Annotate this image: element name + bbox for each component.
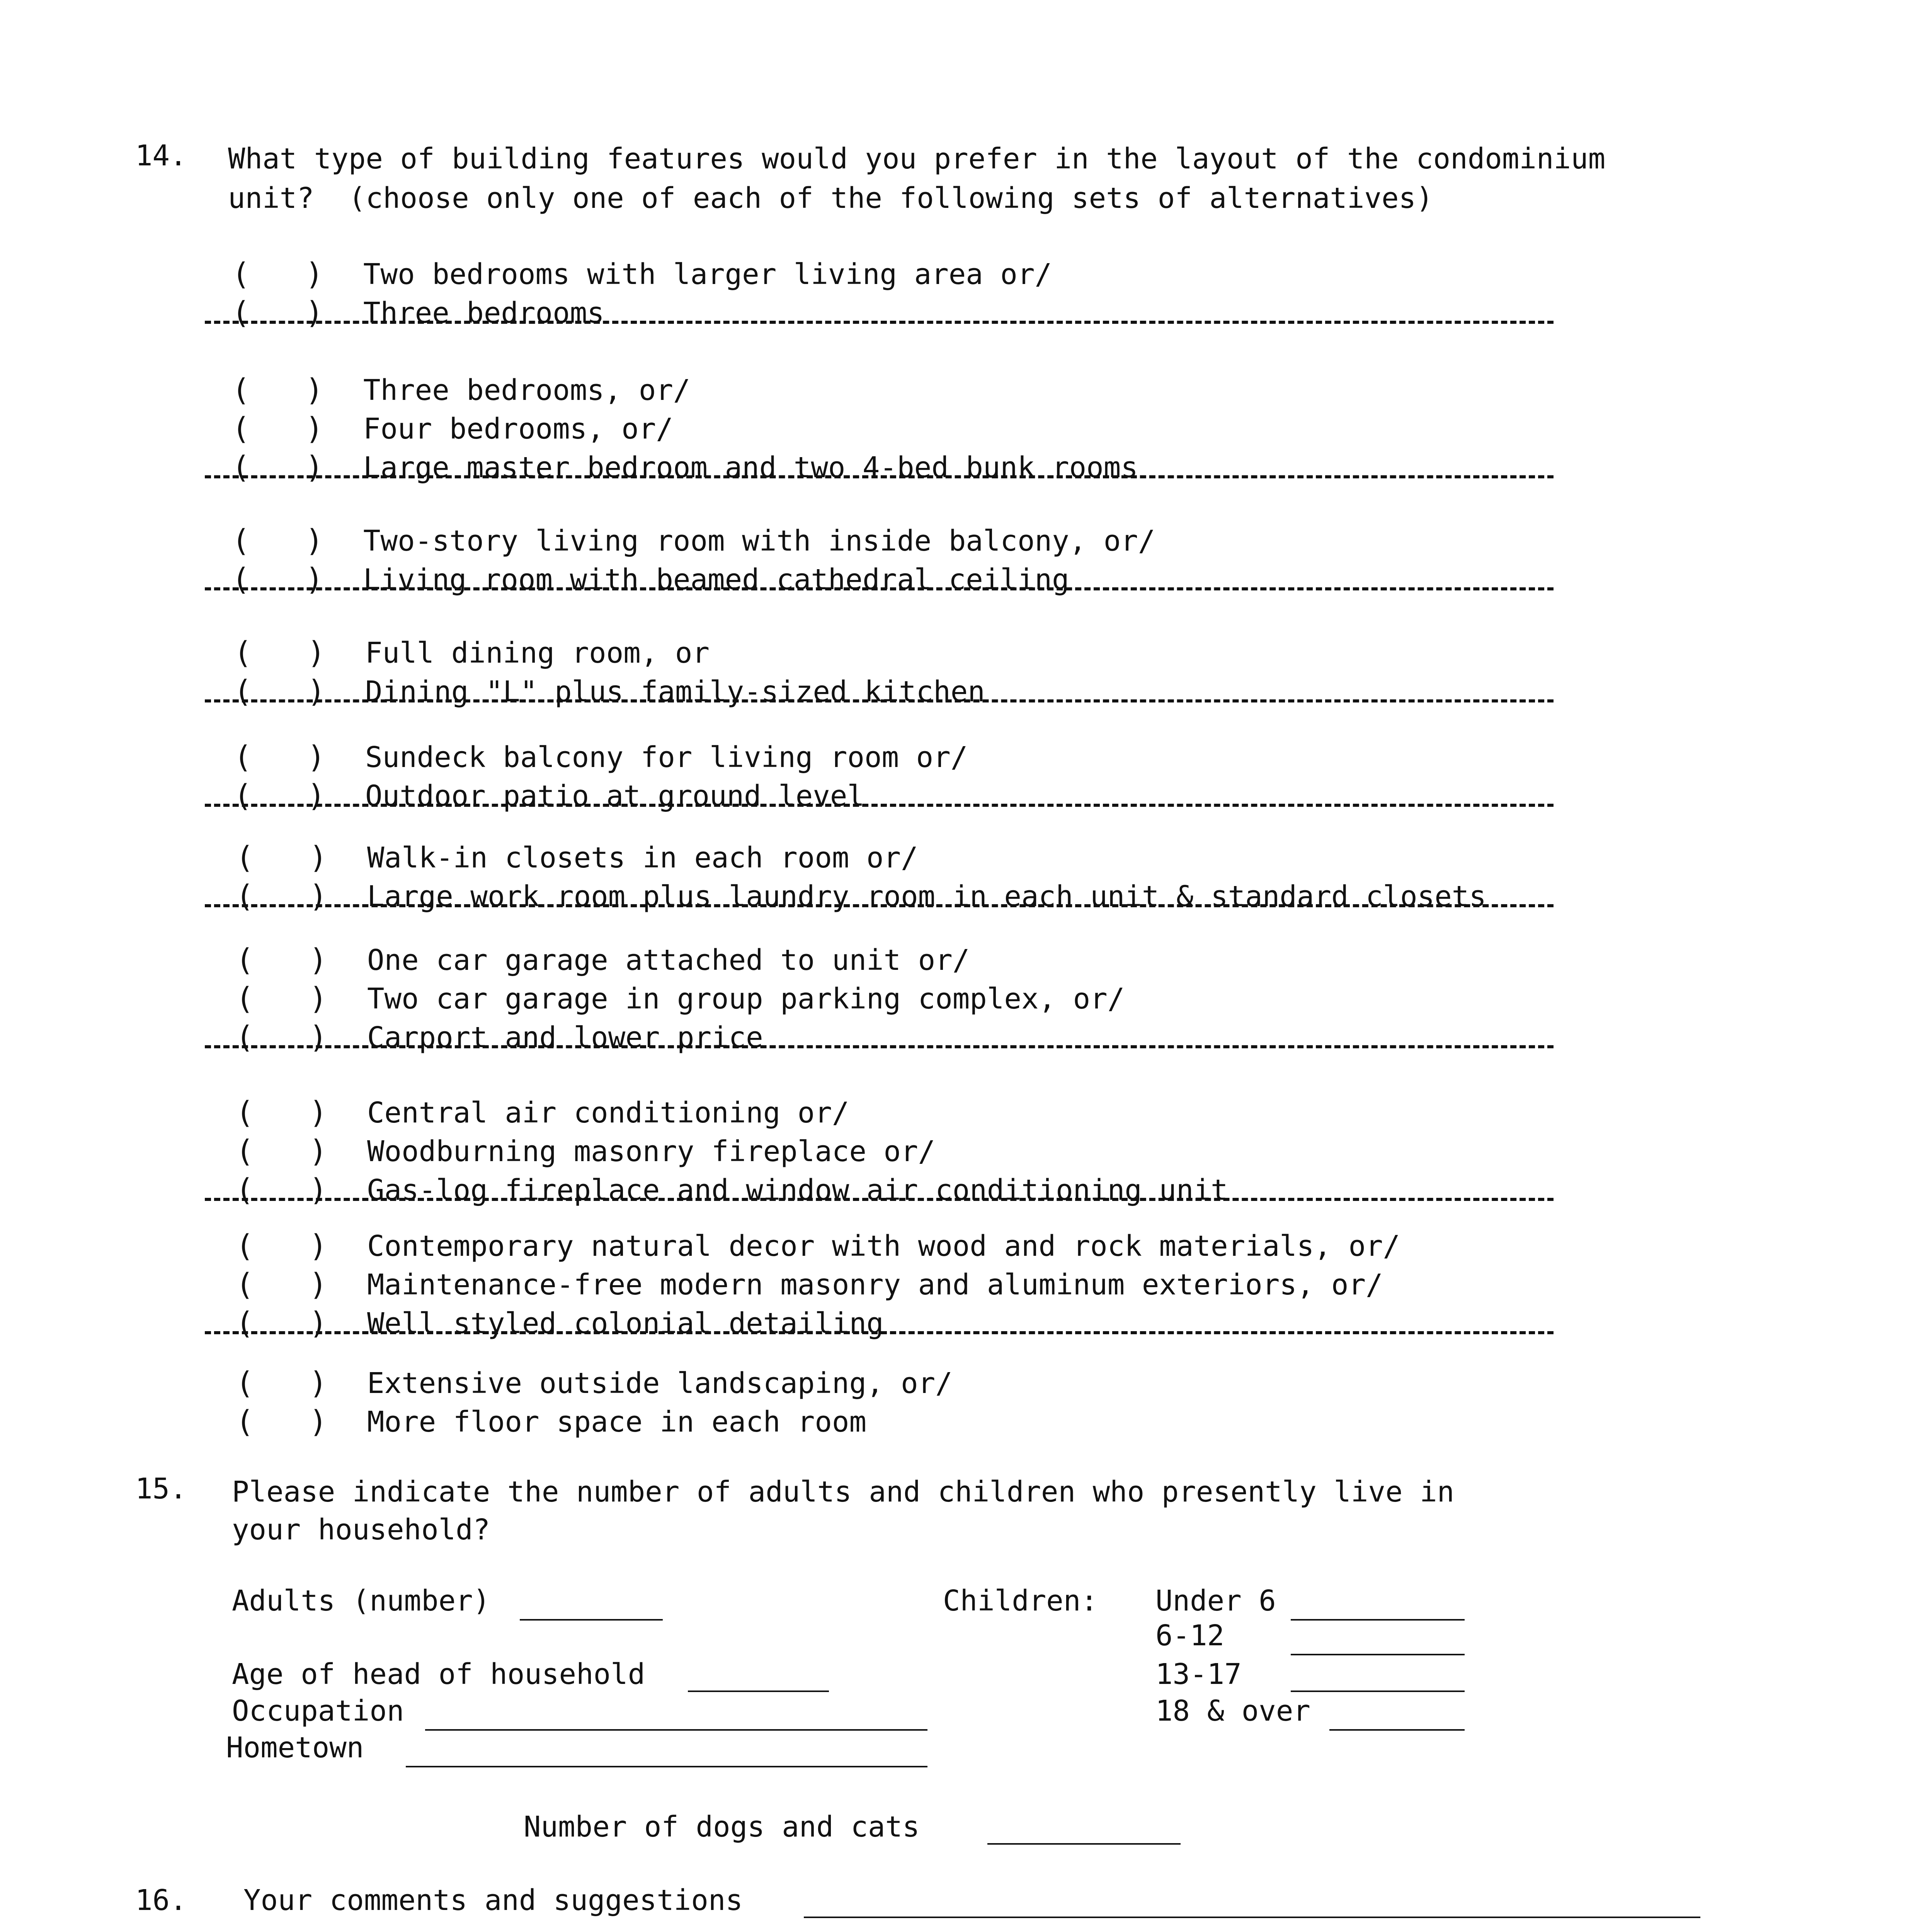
group-separator [205, 904, 1554, 907]
children-18-over-blank[interactable] [1329, 1729, 1465, 1731]
children-label: Children: [943, 1584, 1098, 1617]
age-head-blank[interactable] [688, 1690, 829, 1692]
children-18-over-label: 18 & over [1155, 1694, 1310, 1728]
children-13-17-label: 13-17 [1155, 1658, 1242, 1691]
option-checkbox-close-paren[interactable]: ) [307, 779, 325, 813]
option-label: Sundeck balcony for living room or/ [365, 741, 968, 774]
group-separator [205, 587, 1554, 590]
question-15-text-line2: your household? [232, 1513, 490, 1546]
option-checkbox-open-paren[interactable]: ( [234, 740, 252, 775]
option-checkbox-open-paren[interactable]: ( [236, 879, 254, 914]
option-checkbox-close-paren[interactable]: ) [309, 1095, 327, 1130]
option-checkbox-open-paren[interactable]: ( [232, 373, 250, 408]
children-6-12-blank[interactable] [1291, 1654, 1465, 1655]
option-label: One car garage attached to unit or/ [367, 944, 970, 977]
adults-label: Adults (number) [232, 1584, 490, 1617]
option-label: Contemporary natural decor with wood and rock materials, or/ [367, 1230, 1400, 1263]
option-checkbox-close-paren[interactable]: ) [309, 1306, 327, 1341]
option-checkbox-close-paren[interactable]: ) [309, 1173, 327, 1208]
option-label: Well styled colonial detailing [367, 1307, 884, 1340]
option-checkbox-close-paren[interactable]: ) [305, 296, 323, 330]
children-under6-label: Under 6 [1155, 1584, 1276, 1617]
question-14-number: 14. [135, 139, 187, 172]
option-label: Gas-log fireplace and window air conditioning unit [367, 1173, 1228, 1207]
option-checkbox-open-paren[interactable]: ( [232, 562, 250, 597]
option-checkbox-open-paren[interactable]: ( [236, 1366, 254, 1401]
option-checkbox-close-paren[interactable]: ) [309, 1020, 327, 1055]
option-checkbox-open-paren[interactable]: ( [236, 1020, 254, 1055]
option-label: Maintenance-free modern masonry and aluminum exteriors, or/ [367, 1268, 1383, 1301]
option-checkbox-open-paren[interactable]: ( [236, 1405, 254, 1439]
option-label: Two-story living room with inside balcony, or/ [363, 524, 1155, 558]
hometown-label: Hometown [226, 1731, 364, 1764]
hometown-blank[interactable] [406, 1766, 927, 1767]
option-label: Full dining room, or [365, 636, 710, 670]
option-checkbox-close-paren[interactable]: ) [309, 1405, 327, 1439]
option-checkbox-close-paren[interactable]: ) [309, 981, 327, 1016]
option-checkbox-open-paren[interactable]: ( [232, 450, 250, 485]
option-checkbox-close-paren[interactable]: ) [307, 636, 325, 670]
option-label: More floor space in each room [367, 1405, 867, 1439]
group-separator [205, 804, 1554, 807]
children-6-12-label: 6-12 [1155, 1619, 1225, 1652]
option-label: Living room with beamed cathedral ceiling [363, 563, 1069, 596]
option-checkbox-open-paren[interactable]: ( [234, 636, 252, 670]
group-separator [205, 699, 1554, 702]
children-13-17-blank[interactable] [1291, 1690, 1465, 1692]
pets-label: Number of dogs and cats [524, 1810, 920, 1844]
group-separator [205, 1331, 1554, 1334]
option-checkbox-open-paren[interactable]: ( [236, 1229, 254, 1264]
option-checkbox-close-paren[interactable]: ) [305, 562, 323, 597]
group-separator [205, 1198, 1554, 1201]
option-checkbox-open-paren[interactable]: ( [236, 840, 254, 875]
option-checkbox-close-paren[interactable]: ) [309, 1229, 327, 1264]
option-label: Large master bedroom and two 4-bed bunk rooms [363, 451, 1138, 484]
option-checkbox-close-paren[interactable]: ) [305, 373, 323, 408]
question-14-text-line1: What type of building features would you prefer in the layout of the condominium [228, 142, 1606, 175]
option-checkbox-close-paren[interactable]: ) [309, 1366, 327, 1401]
group-separator [205, 321, 1554, 324]
age-head-label: Age of head of household [232, 1658, 645, 1691]
option-label: Two car garage in group parking complex, or/ [367, 982, 1125, 1015]
option-checkbox-open-paren[interactable]: ( [232, 524, 250, 558]
option-checkbox-close-paren[interactable]: ) [307, 740, 325, 775]
option-label: Three bedrooms [363, 296, 604, 330]
option-checkbox-close-paren[interactable]: ) [305, 524, 323, 558]
option-label: Carport and lower price [367, 1021, 763, 1054]
option-checkbox-close-paren[interactable]: ) [309, 840, 327, 875]
option-label: Woodburning masonry fireplace or/ [367, 1135, 936, 1168]
option-checkbox-close-paren[interactable]: ) [309, 1134, 327, 1169]
option-checkbox-open-paren[interactable]: ( [234, 779, 252, 813]
option-checkbox-close-paren[interactable]: ) [307, 674, 325, 709]
option-label: Extensive outside landscaping, or/ [367, 1367, 953, 1400]
option-checkbox-open-paren[interactable]: ( [236, 1173, 254, 1208]
occupation-label: Occupation [232, 1694, 404, 1728]
option-label: Walk-in closets in each room or/ [367, 841, 918, 874]
option-checkbox-close-paren[interactable]: ) [305, 257, 323, 292]
option-checkbox-close-paren[interactable]: ) [305, 412, 323, 446]
option-checkbox-close-paren[interactable]: ) [309, 879, 327, 914]
option-checkbox-open-paren[interactable]: ( [234, 674, 252, 709]
pets-blank[interactable] [987, 1843, 1181, 1845]
group-separator [205, 1045, 1554, 1048]
option-checkbox-close-paren[interactable]: ) [309, 1267, 327, 1302]
option-checkbox-close-paren[interactable]: ) [305, 450, 323, 485]
option-label: Large work room plus laundry room in each unit & standard closets [367, 880, 1486, 913]
adults-blank[interactable] [520, 1619, 663, 1621]
option-checkbox-open-paren[interactable]: ( [236, 1134, 254, 1169]
option-checkbox-open-paren[interactable]: ( [232, 412, 250, 446]
occupation-blank[interactable] [425, 1729, 927, 1731]
option-checkbox-open-paren[interactable]: ( [236, 1267, 254, 1302]
option-label: Central air conditioning or/ [367, 1096, 849, 1129]
option-checkbox-close-paren[interactable]: ) [309, 943, 327, 978]
option-checkbox-open-paren[interactable]: ( [236, 981, 254, 1016]
option-checkbox-open-paren[interactable]: ( [236, 1095, 254, 1130]
question-14-text-line2: unit? (choose only one of each of the following sets of alternatives) [228, 182, 1433, 215]
option-checkbox-open-paren[interactable]: ( [236, 1306, 254, 1341]
option-label: Two bedrooms with larger living area or/ [363, 258, 1052, 291]
question-15-text-line1: Please indicate the number of adults and children who presently live in [232, 1475, 1455, 1509]
option-label: Three bedrooms, or/ [363, 374, 691, 407]
option-label: Dining "L" plus family-sized kitchen [365, 675, 985, 708]
children-under6-blank[interactable] [1291, 1619, 1465, 1621]
option-checkbox-open-paren[interactable]: ( [232, 257, 250, 292]
option-label: Outdoor patio at ground level [365, 779, 865, 813]
question-16-number: 16. [135, 1884, 187, 1917]
comments-label: Your comments and suggestions [243, 1884, 743, 1917]
group-separator [205, 475, 1554, 478]
option-checkbox-open-paren[interactable]: ( [236, 943, 254, 978]
question-15-number: 15. [135, 1472, 187, 1505]
option-checkbox-open-paren[interactable]: ( [232, 296, 250, 330]
option-label: Four bedrooms, or/ [363, 412, 673, 446]
comments-line-1[interactable] [804, 1917, 1700, 1918]
